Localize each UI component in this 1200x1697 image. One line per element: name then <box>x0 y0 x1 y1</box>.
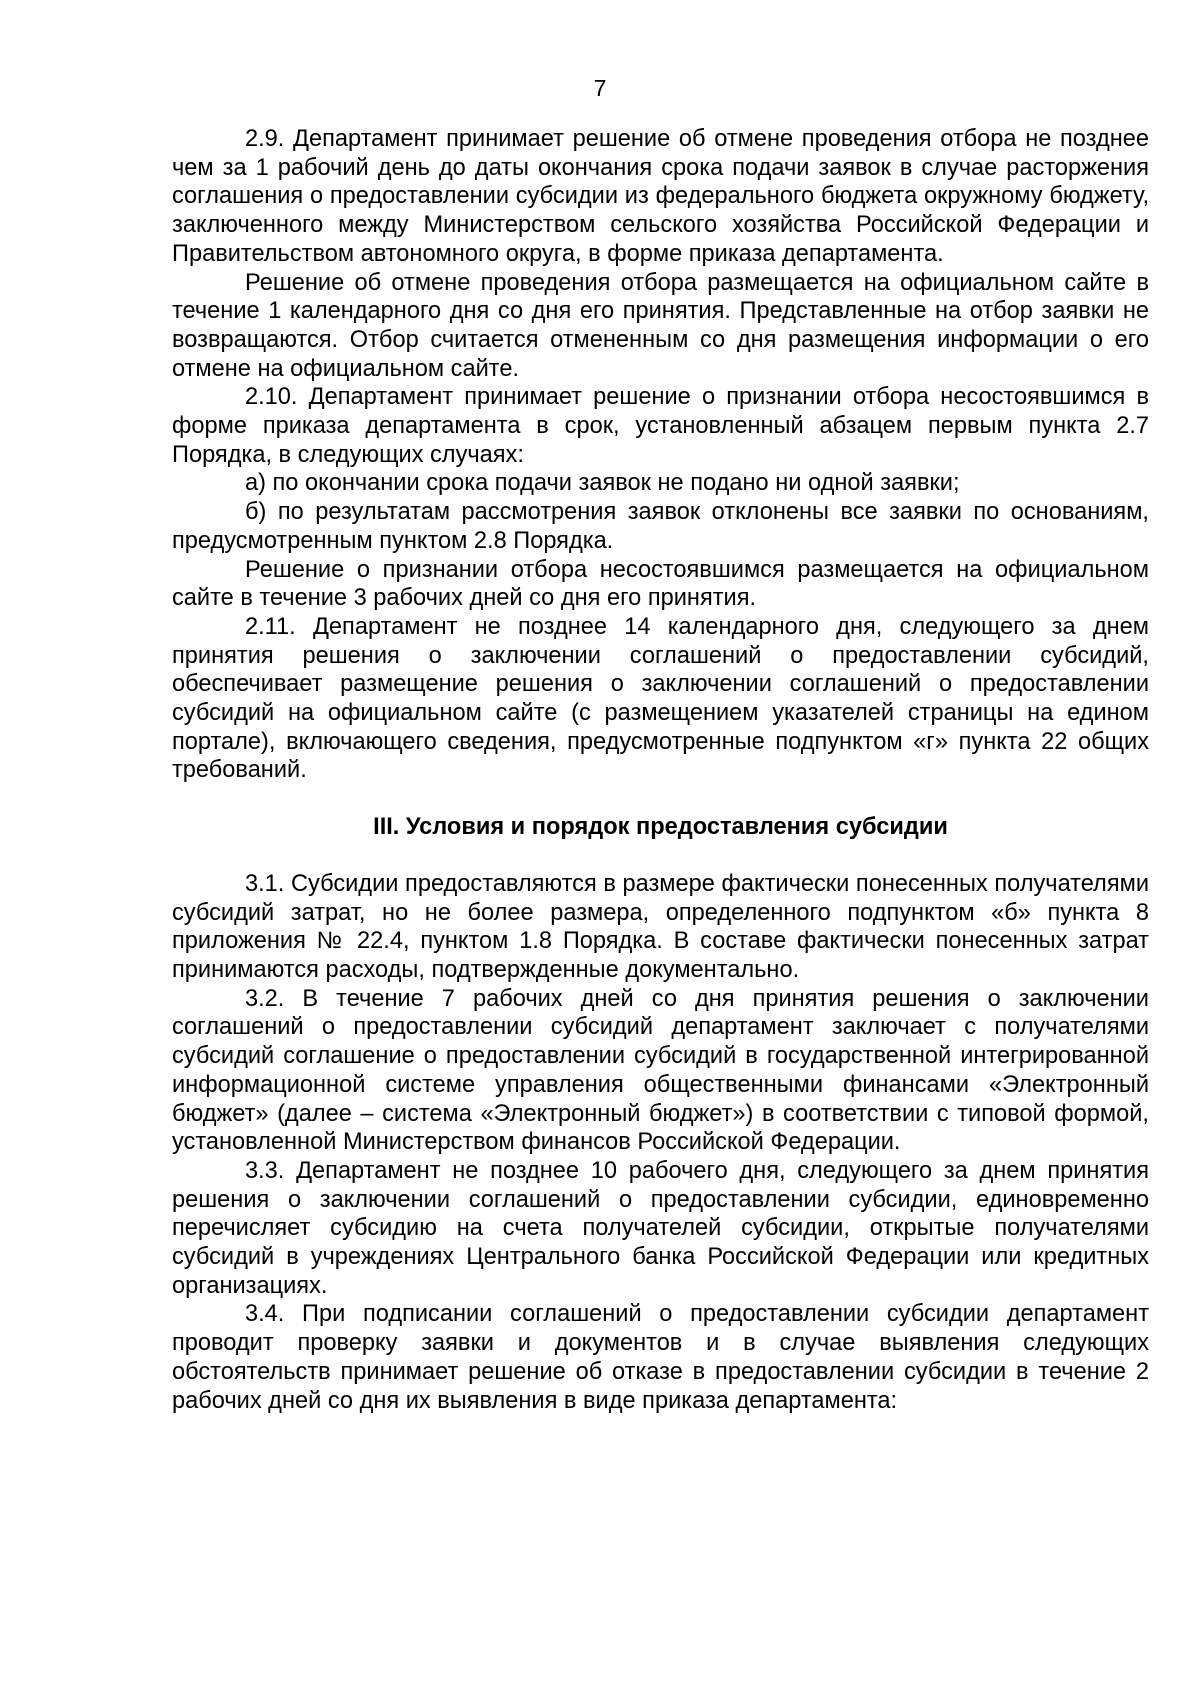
paragraph-3-2: 3.2. В течение 7 рабочих дней со дня принятия решения о заключении соглашений о предоставлении субсидий департамент заключает с получателями субсидий соглашение о предоставлении субсидий в государственной интегрированной информационной системе управления общественными финансами «Электронный бюджет» (далее – система «Электронный бюджет») в соответствии с типовой формой, установленной Министерством финансов Российской Федерации. <box>172 985 1149 1156</box>
page-number: 7 <box>593 75 607 101</box>
paragraph-3-1: 3.1. Субсидии предоставляются в размере фактически понесенных получателями субсидий затрат, но не более размера, определенного подпунктом «б» пункта 8 приложения № 22.4, пунктом 1.8 Порядка. В составе фактически понесенных затрат принимаются расходы, подтвержденные документально. <box>172 870 1149 983</box>
document-body <box>172 125 1149 1415</box>
paragraph-3-4: 3.4. При подписании соглашений о предоставлении субсидии департамент проводит проверку заявки и документов и в случае выявления следующих обстоятельств принимает решение об отказе в предоставлении субсидии в течение 2 рабочих дней со дня их выявления в виде приказа департамента: <box>172 1301 1149 1414</box>
paragraph-2-10-case-b: б) по результатам рассмотрения заявок отклонены все заявки по основаниям, предусмотренным пунктом 2.8 Порядка. <box>172 499 1149 554</box>
paragraph-2-9: 2.9. Департамент принимает решение об отмене проведения отбора не позднее чем за 1 рабочий день до даты окончания срока подачи заявок в случае расторжения соглашения о предоставлении субсидии из федерального бюджета окружному бюджету, заключенного между Министерством сельского хозяйства Российской Федерации и Правительством автономного округа, в форме приказа департамента. <box>172 126 1149 267</box>
paragraph-2-10-publication: Решение о признании отбора несостоявшимся размещается на официальном сайте в течение 3 рабочих дней со дня его принятия. <box>172 556 1149 612</box>
section-heading: III. Условия и порядок предоставления субсидии <box>373 814 948 841</box>
paragraph-2-11: 2.11. Департамент не позднее 14 календарного дня, следующего за днем принятия решения о заключении соглашений о предоставлении субсидий, обеспечивает размещение решения о заключении соглашений о предоставлении субсидий на официальном сайте (с размещением указателей страницы на едином портале), включающего сведения, предусмотренные подпунктом «г» пункта 22 общих требований. <box>172 613 1149 784</box>
paragraph-3-3: 3.3. Департамент не позднее 10 рабочего дня, следующего за днем принятия решения о заключении соглашений о предоставлении субсидии, единовременно перечисляет субсидию на счета получателей субсидии, открытые получателями субсидий в учреждениях Центрального банка Российской Федерации или кредитных организациях. <box>172 1157 1149 1299</box>
paragraph-2-10-case-a: а) по окончании срока подачи заявок не подано ни одной заявки; <box>245 470 960 497</box>
paragraph-2-10: 2.10. Департамент принимает решение о признании отбора несостоявшимся в форме приказа департамента в срок, установленный абзацем первым пункта 2.7 Порядка, в следующих случаях: <box>172 384 1149 468</box>
paragraph-2-9-cancellation-publication: Решение об отмене проведения отбора размещается на официальном сайте в течение 1 календарного дня со дня его принятия. Представленные на отбор заявки не возвращаются. Отбор считается отмененным со дня размещения информации о его отмене на официальном сайте. <box>172 269 1149 382</box>
